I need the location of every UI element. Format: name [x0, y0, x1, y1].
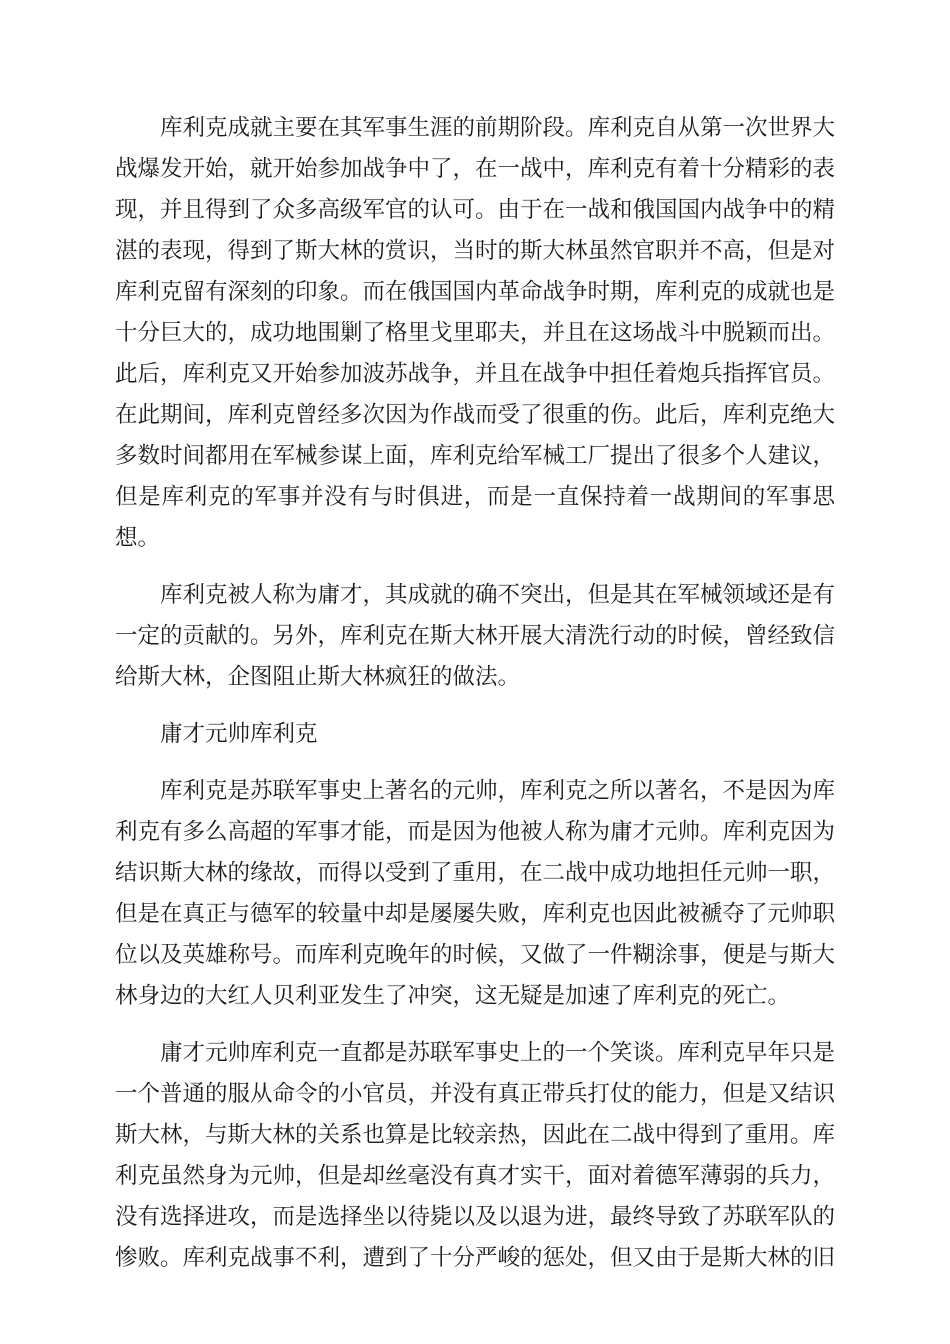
section-heading: 庸才元帅库利克	[160, 721, 318, 747]
document-body	[115, 108, 835, 1295]
paragraph-famous-marshal: 库利克是苏联军事史上著名的元帅，库利克之所以著名，不是因为库利克有多么高超的军事才能，而是因为他被人称为庸才元帅。库利克因为结识斯大林的缘故，而得以受到了重用，在二战中成功地担任元帅一职，但是在真正与德军的较量中却是屡屡失败，库利克也因此被褫夺了元帅职位以及英雄称号。而库利克晚年的时候，又做了一件糊涂事，便是与斯大林身边的大红人贝利亚发生了冲突，这无疑是加速了库利克的死亡。	[115, 778, 836, 1009]
paragraph-mediocre: 库利克被人称为庸才，其成就的确不突出，但是其在军械领域还是有一定的贡献的。另外，库利克在斯大林开展大清洗行动的时候，曾经致信给斯大林，企图阻止斯大林疯狂的做法。	[115, 582, 836, 690]
paragraph-joke: 庸才元帅库利克一直都是苏联军事史上的一个笑谈。库利克早年只是一个普通的服从命令的小官员，并没有真正带兵打仗的能力，但是又结识斯大林，与斯大林的关系也算是比较亲热，因此在二战中得到了重用。库利克虽然身为元帅，但是却丝毫没有真才实干，面对着德军薄弱的兵力，没有选择进攻，而是选择坐以待毙以及以退为进，最终导致了苏联军队的惨败。库利克战事不利，遭到了十分严峻的惩处，但又由于是斯大林的旧	[115, 1040, 836, 1271]
paragraph-achievements: 库利克成就主要在其军事生涯的前期阶段。库利克自从第一次世界大战爆发开始，就开始参加战争中了，在一战中，库利克有着十分精彩的表现，并且得到了众多高级军官的认可。由于在一战和俄国国内战争中的精湛的表现，得到了斯大林的赏识，当时的斯大林虽然官职并不高，但是对库利克留有深刻的印象。而在俄国国内革命战争时期，库利克的成就也是十分巨大的，成功地围剿了格里戈里耶夫，并且在这场战斗中脱颖而出。此后，库利克又开始参加波苏战争，并且在战争中担任着炮兵指挥官员。在此期间，库利克曾经多次因为作战而受了很重的伤。此后，库利克绝大多数时间都用在军械参谋上面，库利克给军械工厂提出了很多个人建议，但是库利克的军事并没有与时俱进，而是一直保持着一战期间的军事思想。	[115, 115, 836, 551]
